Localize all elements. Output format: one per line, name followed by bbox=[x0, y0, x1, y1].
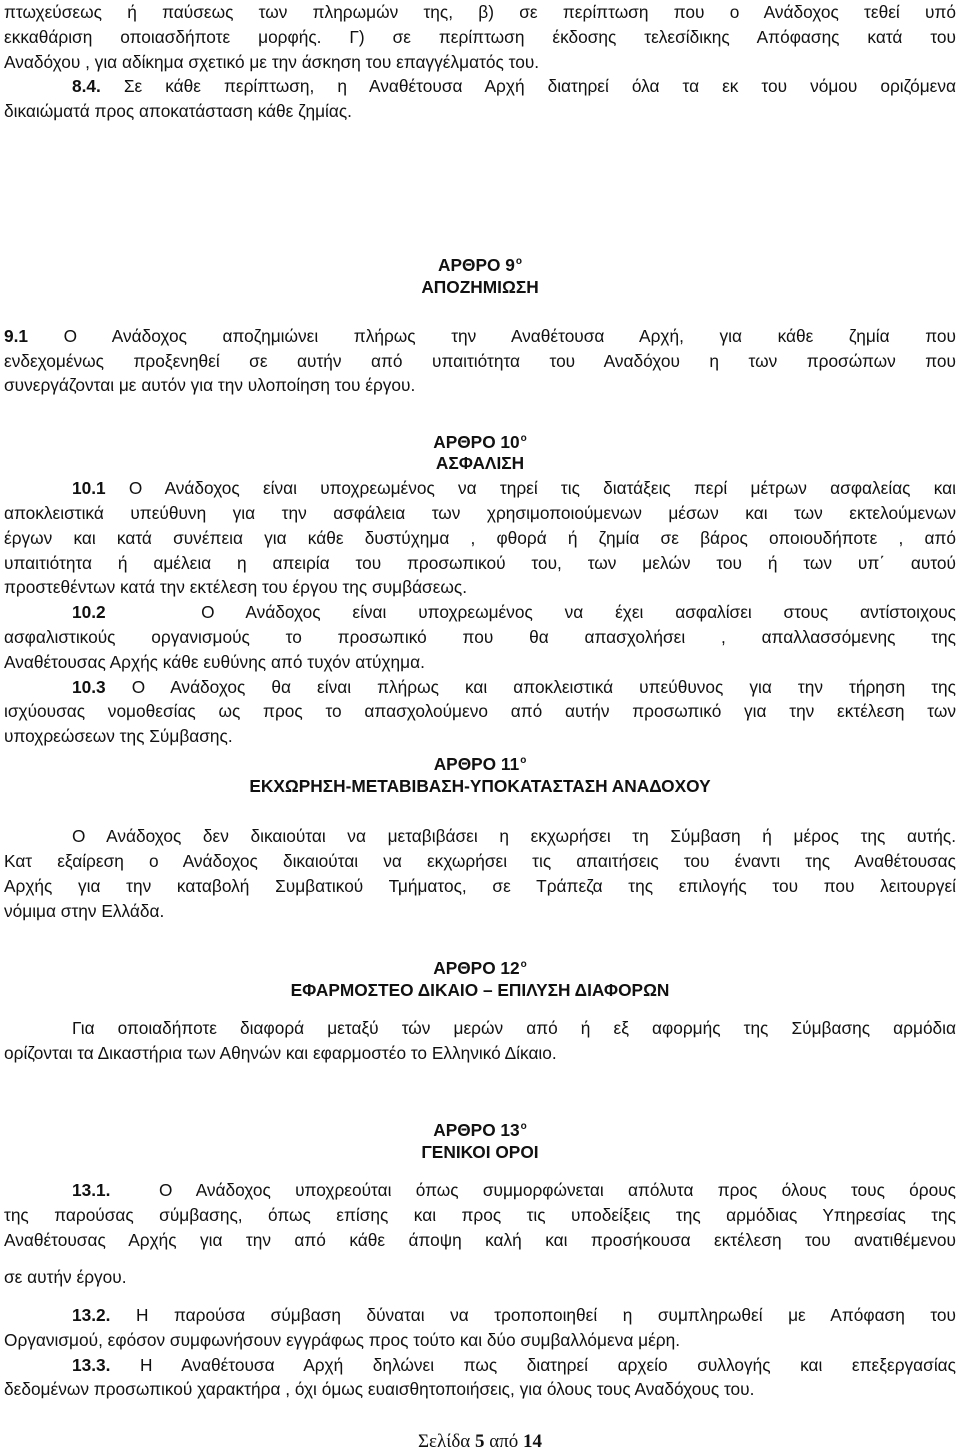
text-line: υποχρεώσεων της Σύμβασης. bbox=[4, 726, 233, 746]
superscript: ο bbox=[515, 256, 522, 267]
text-line: ισχύουσας νομοθεσίας ως προς το απασχολούμενο από αυτήν προσωπικό για την εκτέλεση των bbox=[4, 701, 956, 721]
article-title: ΑΡΘΡΟ 13 bbox=[433, 1120, 520, 1139]
clause-8-4 bbox=[72, 74, 956, 98]
superscript: ο bbox=[520, 433, 527, 444]
text-line: υπαιτιότητα ή αμέλεια η απειρία του προσωπικού του, των μελών του ή των υπ΄ αυτού bbox=[4, 553, 956, 573]
article-title: ΑΡΘΡΟ 10 bbox=[433, 432, 520, 451]
clause-10-2 bbox=[72, 600, 956, 624]
clause-text: Ο Ανάδοχος υποχρεούται όπως συμμορφώνεται απόλυτα προς όλους τους όρους bbox=[158, 1180, 956, 1200]
clause-10-3 bbox=[72, 675, 956, 699]
clause-13-1 bbox=[72, 1178, 956, 1202]
text-line: Για οποιαδήποτε διαφορά μεταξύ τών μερών από ή εξ αφορμής της Σύμβασης αρμόδια bbox=[72, 1018, 956, 1038]
text-line: προστεθέντων κατά την εκτέλεση του έργου της συμβάσεως. bbox=[4, 577, 468, 597]
clause-13-3 bbox=[72, 1353, 956, 1377]
article-11-heading bbox=[4, 749, 956, 773]
text-line: της παρούσας σύμβασης, όπως επίσης και προς τις υποδείξεις της αρμόδιας Υπηρεσίας της bbox=[4, 1205, 956, 1225]
article-9-heading bbox=[4, 250, 956, 274]
clause-text: Ο Ανάδοχος είναι υποχρεωμένος να έχει ασφαλίσει στους αντίστοιχους bbox=[201, 602, 956, 622]
text-line: έργων και κατά συνέπεια για κάθε δυστύχημα , φθορά ή ζημία σε βάρος οποιουδήποτε , από bbox=[4, 528, 956, 548]
text-line: Ο Ανάδοχος δεν δικαιούται να μεταβιβάσει η εκχωρήσει τη Σύμβαση ή μέρος της αυτής. bbox=[72, 826, 956, 846]
clause-13-2 bbox=[72, 1303, 956, 1327]
text-line: Αρχής για την καταβολή Συμβατικού Τμήματος, σε Τράπεζα της επιλογής του που λειτουργεί bbox=[4, 876, 956, 896]
clause-number: 10.1 bbox=[72, 478, 106, 498]
text-line: Αναθέτουσας Αρχής για την από κάθε άποψη καλή και προσήκουσα εκτέλεση του ανατιθέμενου bbox=[4, 1230, 956, 1250]
clause-number: 9.1 bbox=[4, 326, 29, 346]
text-line: αποκλειστικά υπεύθυνη για την ασφάλεια των χρησιμοποιούμενων μέσων και των εκτελούμενων bbox=[4, 503, 956, 523]
clause-text: Ο Ανάδοχος είναι υποχρεωμένος να τηρεί τις διατάξεις περί μέτρων ασφαλείας και bbox=[128, 478, 956, 498]
superscript: ο bbox=[520, 1121, 527, 1132]
superscript: ο bbox=[520, 755, 527, 766]
text-line: εκκαθάριση οποιασδήποτε μορφής. Γ) σε περίπτωση έκδοσης τελεσίδικης Απόφασης κατά του bbox=[4, 27, 956, 47]
text-line: συνεργάζονται με αυτόν για την υλοποίηση του έργου. bbox=[4, 375, 416, 395]
text-line: δικαιώματά προς αποκατάσταση κάθε ζημίας. bbox=[4, 101, 352, 121]
text-line: πτωχεύσεως ή παύσεως των πληρωμών της, β) σε περίπτωση που ο Ανάδοχος τεθεί υπό bbox=[4, 2, 956, 22]
text-line: Αναθέτουσας Αρχής κάθε ευθύνης από τυχόν ατύχημα. bbox=[4, 652, 425, 672]
clause-number: 10.2 bbox=[72, 602, 106, 622]
current-page-number: 5 bbox=[474, 1431, 485, 1452]
article-13-subtitle: ΓΕΝΙΚΟΙ ΟΡΟΙ bbox=[421, 1142, 539, 1162]
text-line: δεδομένων προσωπικού χαρακτήρα , όχι όμως ευαισθητοποιήσεις, για όλους τους Αναδόχους του. bbox=[4, 1379, 755, 1399]
article-10-heading bbox=[4, 427, 956, 451]
clause-number: 13.2. bbox=[72, 1305, 111, 1325]
clause-text: Σε κάθε περίπτωση, η Αναθέτουσα Αρχή διατηρεί όλα τα εκ του νόμου οριζόμενα bbox=[123, 76, 956, 96]
article-11-subtitle: ΕΚΧΩΡΗΣΗ-ΜΕΤΑΒΙΒΑΣΗ-ΥΠΟΚΑΤΑΣΤΑΣΗ ΑΝΑΔΟΧΟΥ bbox=[249, 776, 711, 796]
clause-9-1 bbox=[4, 324, 956, 348]
clause-text: Ο Ανάδοχος θα είναι πλήρως και αποκλειστικά υπεύθυνος για την τήρηση της bbox=[131, 677, 956, 697]
clause-text: Η παρούσα σύμβαση δύναται να τροποποιηθεί η συμπληρωθεί με Απόφαση του bbox=[135, 1305, 956, 1325]
text-line: νόμιμα στην Ελλάδα. bbox=[4, 901, 165, 921]
clause-number: 13.3. bbox=[72, 1355, 111, 1375]
text-line: σε αυτήν έργου. bbox=[4, 1267, 127, 1287]
superscript: ο bbox=[520, 959, 527, 970]
text-line: ασφαλιστικούς οργανισμούς το προσωπικό που θα απασχολήσει , απαλλασσόμενης της bbox=[4, 627, 956, 647]
text-line: Κατ εξαίρεση ο Ανάδοχος δικαιούται να εκχωρήσει τις απαιτήσεις του έναντι της Αναθέτουσας bbox=[4, 851, 956, 871]
article-12-subtitle: ΕΦΑΡΜΟΣΤΕΟ ΔΙΚΑΙΟ – ΕΠΙΛΥΣΗ ΔΙΑΦΟΡΩΝ bbox=[290, 980, 670, 1000]
footer-middle: από bbox=[489, 1431, 519, 1452]
clause-number: 8.4. bbox=[72, 76, 101, 96]
text-line: ενδεχομένως προξενηθεί σε αυτήν από υπαιτιότητα του Αναδόχου η των προσώπων που bbox=[4, 351, 956, 371]
clause-text: Η Αναθέτουσα Αρχή δηλώνει πως διατηρεί αρχείο συλλογής και επεξεργασίας bbox=[140, 1355, 956, 1375]
article-title: ΑΡΘΡΟ 11 bbox=[433, 754, 520, 773]
clause-10-1 bbox=[72, 476, 956, 500]
article-12-heading bbox=[4, 953, 956, 977]
article-title: ΑΡΘΡΟ 12 bbox=[433, 958, 520, 977]
text-line: ορίζονται τα Δικαστήρια των Αθηνών και εφαρμοστέο το Ελληνικό Δίκαιο. bbox=[4, 1043, 557, 1063]
article-title: ΑΡΘΡΟ 9 bbox=[438, 255, 515, 274]
article-10-subtitle: ΑΣΦΑΛΙΣΗ bbox=[435, 453, 525, 473]
clause-number: 10.3 bbox=[72, 677, 106, 697]
clause-text: Ο Ανάδοχος αποζημιώνει πλήρως την Αναθέτουσα Αρχή, για κάθε ζημία που bbox=[63, 326, 956, 346]
text-line: Οργανισμού, εφόσον συμφωνήσουν εγγράφως προς τούτο και δύο συμβαλλόμενα μέρη. bbox=[4, 1330, 681, 1350]
footer-prefix: Σελίδα bbox=[417, 1431, 471, 1452]
clause-number: 13.1. bbox=[72, 1180, 111, 1200]
article-13-heading bbox=[4, 1115, 956, 1139]
total-pages: 14 bbox=[523, 1431, 543, 1452]
page-footer bbox=[0, 1430, 960, 1454]
text-line: Αναδόχου , για αδίκημα σχετικό με την άσκηση του επαγγέλματός του. bbox=[4, 52, 540, 72]
article-9-subtitle: ΑΠΟΖΗΜΙΩΣΗ bbox=[421, 277, 539, 297]
